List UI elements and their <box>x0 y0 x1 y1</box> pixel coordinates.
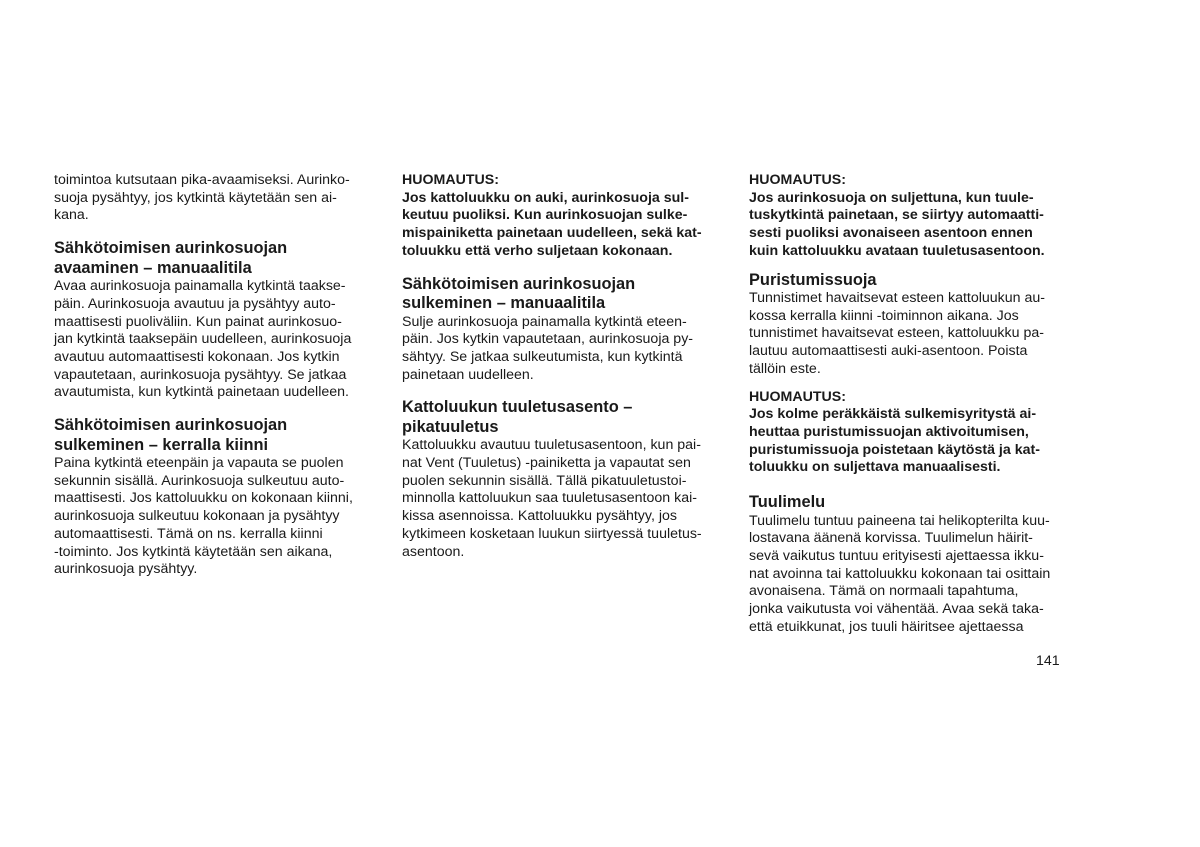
text-line: päin. Aurinkosuoja avautuu ja pysähtyy auto- <box>54 295 336 312</box>
text-line: puolen sekunnin sisällä. Tällä pikatuuletustoi- <box>402 472 687 489</box>
section-heading-vent <box>402 398 714 437</box>
text-line: suoja pysähtyy, jos kytkintä käytetään sen ai- <box>54 189 337 206</box>
text-line: Tunnistimet havaitsevat esteen kattoluukun au- <box>749 290 1046 307</box>
text-line: toluukku että verho suljetaan kokonaan. <box>402 242 673 259</box>
text-line: että etuikkunat, jos tuuli häiritsee ajettaessa <box>749 618 1024 635</box>
text-line: lautuu automaattisesti auki-asentoon. Poista <box>749 343 1028 360</box>
text-line: Paina kytkintä eteenpäin ja vapauta se puolen <box>54 455 344 472</box>
note-text <box>749 190 1061 261</box>
intro-paragraph <box>54 172 366 225</box>
text-line: heuttaa puristumissuojan aktivoitumisen, <box>749 423 1029 440</box>
text-line: sesti puoliksi avonaiseen asentoon ennen <box>749 225 1033 242</box>
section-heading-pinch-protection: Puristumissuoja <box>749 270 877 289</box>
text-line: asentoon. <box>402 543 465 560</box>
text-line: Tuulimelu tuntuu paineena tai helikopterilta kuu- <box>749 512 1050 529</box>
text-line: nat avoinna tai kattoluukku kokonaan tai osittain <box>749 565 1051 582</box>
text-line: tunnistimet havaitsevat esteen, kattoluukku pa- <box>749 325 1044 342</box>
text-line: aurinkosuoja pysähtyy. <box>54 561 198 578</box>
text-line: toimintoa kutsutaan pika-avaamiseksi. Aurinko- <box>54 172 350 188</box>
note-text <box>402 190 714 261</box>
text-line: sähtyy. Se jatkaa sulkeutumista, kun kytkintä <box>402 348 683 365</box>
text-line: avautuu automaattisesti kokonaan. Jos kytkin <box>54 348 340 365</box>
text-line: toluukku on suljettava manuaalisesti. <box>749 459 1001 476</box>
section-heading-wind-buffeting: Tuulimelu <box>749 493 826 512</box>
text-line: mispainiketta painetaan uudelleen, sekä kat- <box>402 225 702 242</box>
heading-line: sulkeminen – manuaalitila <box>402 294 606 313</box>
text-line: keutuu puoliksi. Kun aurinkosuojan sulke- <box>402 207 688 224</box>
text-line: jonka vaikutusta voi vähentää. Avaa sekä taka- <box>749 601 1044 618</box>
text-line: kossa kerralla kiinni -toiminnon aikana. Jos <box>749 307 1019 324</box>
column-left <box>54 172 366 579</box>
text-line: Kattoluukku avautuu tuuletusasentoon, kun pai- <box>402 437 701 454</box>
section-heading-opening-manual <box>54 239 366 278</box>
text-line: nat Vent (Tuuletus) -painiketta ja vapautat sen <box>402 455 691 472</box>
section-body-wind-buffeting <box>749 513 1061 637</box>
note-label: HUOMAUTUS: <box>749 172 846 188</box>
text-line: aurinkosuoja sulkeutuu kokonaan ja pysähtyy <box>54 508 340 525</box>
text-line: vapautetaan, aurinkosuoja pysähtyy. Se jatkaa <box>54 366 347 383</box>
text-line: -toiminto. Jos kytkintä käytetään sen aikana, <box>54 543 333 560</box>
heading-line: Sähkötoimisen aurinkosuojan <box>402 274 636 293</box>
text-line: kytkimeen kosketaan luukun siirtyessä tuuletus- <box>402 525 702 542</box>
section-body-vent <box>402 437 714 561</box>
text-line: Jos kattoluukku on auki, aurinkosuoja sul- <box>402 189 689 206</box>
text-line: Sulje aurinkosuoja painamalla kytkintä eteen- <box>402 313 687 330</box>
heading-line: pikatuuletus <box>402 417 499 436</box>
text-line: lostavana äänenä korvissa. Tuulimelun häirit- <box>749 530 1033 547</box>
text-line: sevä vaikutus tuntuu erityisesti ajettaessa ikku- <box>749 547 1044 564</box>
heading-line: Sähkötoimisen aurinkosuojan <box>54 239 288 258</box>
text-line: minnolla kattoluukun saa tuuletusasentoon kai- <box>402 490 697 507</box>
section-heading-closing-one-touch <box>54 416 366 455</box>
text-line: tuskytkintä painetaan, se siirtyy automaatti- <box>749 207 1044 224</box>
note-label: HUOMAUTUS: <box>749 388 846 405</box>
heading-line: Sähkötoimisen aurinkosuojan <box>54 416 288 435</box>
text-line: Avaa aurinkosuoja painamalla kytkintä taakse- <box>54 278 346 295</box>
text-line: automaattisesti. Tämä on ns. kerralla kiinni <box>54 525 323 542</box>
text-line: sekunnin sisällä. Aurinkosuoja sulkeutuu auto- <box>54 472 345 489</box>
section-heading-closing-manual <box>402 275 714 314</box>
text-line: Jos kolme peräkkäistä sulkemisyritystä ai- <box>749 406 1037 423</box>
text-line: tällöin este. <box>749 360 821 377</box>
text-line: painetaan uudelleen. <box>402 366 534 383</box>
note-label: HUOMAUTUS: <box>402 172 499 188</box>
page-number: 141 <box>1036 653 1060 669</box>
text-line: päin. Jos kytkin vapautetaan, aurinkosuoja py- <box>402 331 694 348</box>
note-text <box>749 406 1061 477</box>
section-body-pinch-protection <box>749 290 1061 379</box>
column-right <box>749 172 1061 636</box>
text-line: puristumissuoja poistetaan käytöstä ja kat- <box>749 441 1040 458</box>
section-body-closing-manual <box>402 314 714 385</box>
text-line: maattisesti puoliväliin. Kun painat aurinkosuo- <box>54 313 342 330</box>
text-line: kissa asennoissa. Kattoluukku pysähtyy, jos <box>402 508 677 525</box>
text-line: jan kytkintä taaksepäin uudelleen, aurinkosuoja <box>54 331 352 348</box>
section-body-opening-manual <box>54 278 366 402</box>
heading-line: sulkeminen – kerralla kiinni <box>54 435 269 454</box>
text-line: avonaisena. Tämä on normaali tapahtuma, <box>749 583 1019 600</box>
column-middle <box>402 172 714 561</box>
heading-line: Kattoluukun tuuletusasento – <box>402 398 633 417</box>
section-body-closing-one-touch <box>54 455 366 579</box>
text-line: maattisesti. Jos kattoluukku on kokonaan kiinni, <box>54 490 353 507</box>
text-line: kuin kattoluukku avataan tuuletusasentoon. <box>749 242 1045 259</box>
text-line: Jos aurinkosuoja on suljettuna, kun tuule- <box>749 189 1034 206</box>
heading-line: avaaminen – manuaalitila <box>54 258 252 277</box>
text-line: avautumista, kun kytkintä painetaan uudelleen. <box>54 384 349 401</box>
text-line: kana. <box>54 207 89 224</box>
